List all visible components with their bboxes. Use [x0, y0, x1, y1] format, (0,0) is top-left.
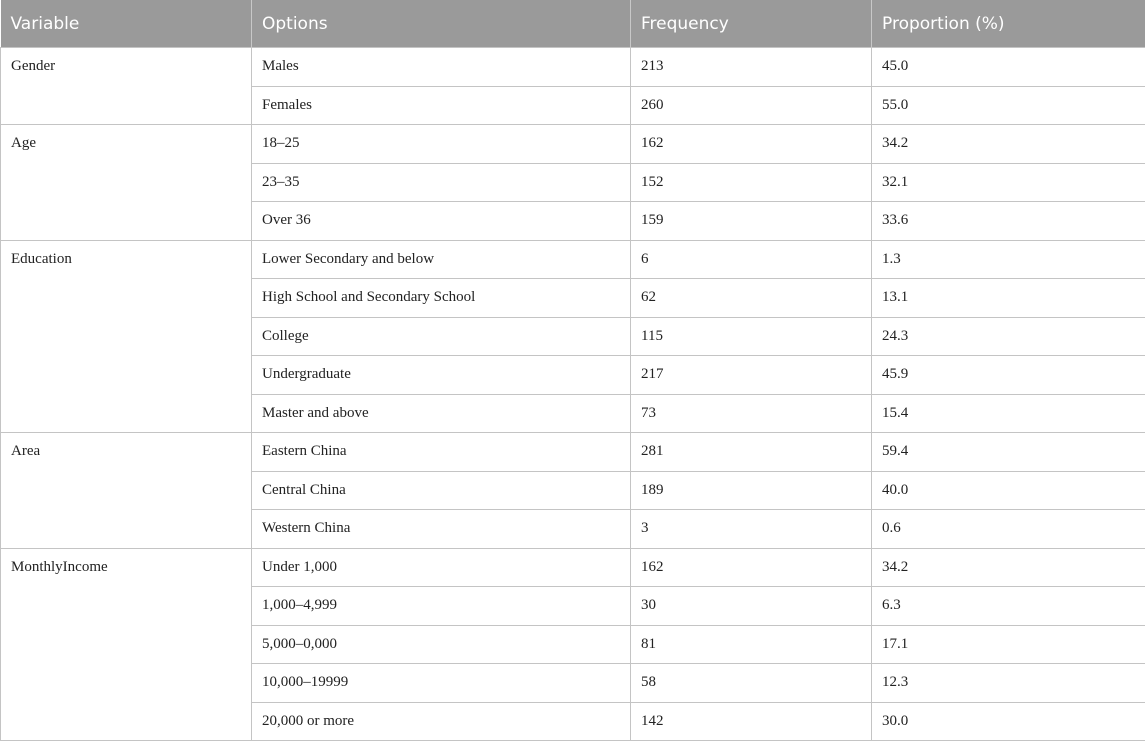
table-row — [1, 48, 1145, 87]
proportion-cell: 45.9 — [872, 356, 1145, 395]
proportion-cell: 33.6 — [872, 202, 1145, 241]
header-variable: Variable — [1, 0, 252, 48]
option-cell: Females — [252, 86, 631, 125]
proportion-cell: 0.6 — [872, 510, 1145, 549]
proportion-cell: 40.0 — [872, 471, 1145, 510]
table-header — [1, 0, 1145, 48]
frequency-cell: 213 — [631, 48, 872, 87]
option-cell: Undergraduate — [252, 356, 631, 395]
variable-cell: MonthlyIncome — [1, 548, 252, 741]
frequency-cell: 159 — [631, 202, 872, 241]
header-row — [1, 0, 1145, 48]
frequency-cell: 142 — [631, 702, 872, 741]
proportion-cell: 6.3 — [872, 587, 1145, 626]
proportion-cell: 34.2 — [872, 125, 1145, 164]
table-row — [1, 433, 1145, 472]
table-row — [1, 240, 1145, 279]
frequency-cell: 81 — [631, 625, 872, 664]
header-proportion: Proportion (%) — [872, 0, 1145, 48]
header-options: Options — [252, 0, 631, 48]
frequency-cell: 162 — [631, 125, 872, 164]
frequency-cell: 30 — [631, 587, 872, 626]
proportion-cell: 55.0 — [872, 86, 1145, 125]
frequency-cell: 152 — [631, 163, 872, 202]
proportion-cell: 30.0 — [872, 702, 1145, 741]
option-cell: College — [252, 317, 631, 356]
option-cell: 10,000–19999 — [252, 664, 631, 703]
frequency-cell: 3 — [631, 510, 872, 549]
frequency-cell: 58 — [631, 664, 872, 703]
option-cell: Eastern China — [252, 433, 631, 472]
variable-cell: Area — [1, 433, 252, 549]
option-cell: Master and above — [252, 394, 631, 433]
option-cell: Central China — [252, 471, 631, 510]
frequency-cell: 162 — [631, 548, 872, 587]
proportion-cell: 15.4 — [872, 394, 1145, 433]
proportion-cell: 59.4 — [872, 433, 1145, 472]
option-cell: 23–35 — [252, 163, 631, 202]
frequency-cell: 217 — [631, 356, 872, 395]
frequency-cell: 6 — [631, 240, 872, 279]
proportion-cell: 24.3 — [872, 317, 1145, 356]
proportion-cell: 17.1 — [872, 625, 1145, 664]
option-cell: Western China — [252, 510, 631, 549]
proportion-cell: 12.3 — [872, 664, 1145, 703]
proportion-cell: 34.2 — [872, 548, 1145, 587]
frequency-cell: 281 — [631, 433, 872, 472]
header-frequency: Frequency — [631, 0, 872, 48]
proportion-cell: 45.0 — [872, 48, 1145, 87]
proportion-cell: 32.1 — [872, 163, 1145, 202]
option-cell: 20,000 or more — [252, 702, 631, 741]
variable-cell: Gender — [1, 48, 252, 125]
frequency-cell: 260 — [631, 86, 872, 125]
proportion-cell: 1.3 — [872, 240, 1145, 279]
frequency-cell: 62 — [631, 279, 872, 318]
option-cell: Lower Secondary and below — [252, 240, 631, 279]
proportion-cell: 13.1 — [872, 279, 1145, 318]
frequency-cell: 189 — [631, 471, 872, 510]
table-row — [1, 548, 1145, 587]
variable-cell: Age — [1, 125, 252, 241]
option-cell: High School and Secondary School — [252, 279, 631, 318]
option-cell: Under 1,000 — [252, 548, 631, 587]
option-cell: 5,000–0,000 — [252, 625, 631, 664]
variable-cell: Education — [1, 240, 252, 433]
option-cell: Males — [252, 48, 631, 87]
frequency-cell: 73 — [631, 394, 872, 433]
table-row — [1, 125, 1145, 164]
frequency-cell: 115 — [631, 317, 872, 356]
option-cell: 1,000–4,999 — [252, 587, 631, 626]
option-cell: Over 36 — [252, 202, 631, 241]
table-body — [1, 48, 1145, 741]
option-cell: 18–25 — [252, 125, 631, 164]
